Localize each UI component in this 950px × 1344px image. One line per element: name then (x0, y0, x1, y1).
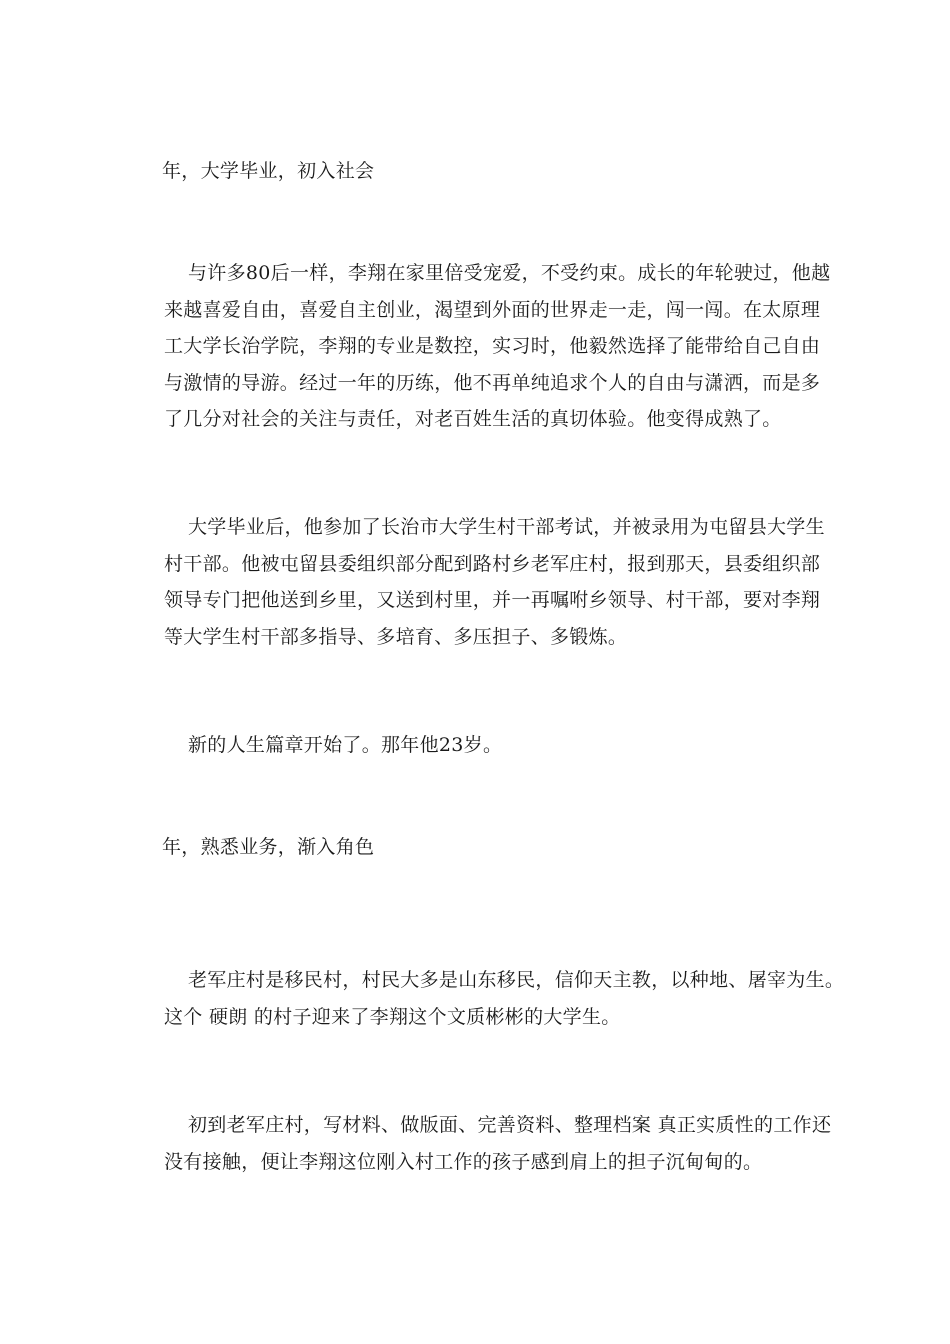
paragraph-line: 与激情的导游。经过一年的历练，他不再单纯追求个人的自由与潇洒，而是多 (164, 371, 821, 394)
paragraph-1 (140, 255, 831, 438)
paragraph-5 (140, 1107, 832, 1180)
paragraph-3 (140, 727, 820, 764)
paragraph-2 (140, 509, 825, 655)
paragraph-4 (140, 962, 845, 1035)
paragraph-line: 领导专门把他送到乡里，又送到村里，并一再嘱咐乡领导、村干部，要对李翔 (164, 589, 821, 611)
section-heading-1 (162, 153, 842, 190)
paragraph-line: 初到老军庄村，写材料、做版面、完善资料、整理档案 真正实质性的工作还 (188, 1114, 832, 1136)
section-heading-2 (162, 829, 842, 866)
paragraph-line: 了几分对社会的关注与责任，对老百姓生活的真切体验。他变得成熟了。 (164, 408, 782, 430)
heading-text: 年，大学毕业，初入社会 (162, 160, 375, 182)
paragraph-line: 来越喜爱自由，喜爱自主创业，渴望到外面的世界走一走，闯一闯。在太原理 (164, 298, 821, 321)
paragraph-line: 村干部。他被屯留县委组织部分配到路村乡老军庄村，报到那天，县委组织部 (164, 552, 821, 575)
paragraph-line: 这个 硬朗 的村子迎来了李翔这个文质彬彬的大学生。 (164, 1005, 621, 1028)
paragraph-line: 等大学生村干部多指导、多培育、多压担子、多锻炼。 (164, 625, 628, 648)
paragraph-line: 工大学长治学院，李翔的专业是数控，实习时，他毅然选择了能带给自己自由 (164, 335, 821, 357)
paragraph-line: 与许多80后一样，李翔在家里倍受宠爱，不受约束。成长的年轮驶过，他越 (188, 262, 831, 284)
paragraph-line: 老军庄村是移民村，村民大多是山东移民，信仰天主教，以种地、屠宰为生。 (188, 969, 845, 991)
heading-text: 年，熟悉业务，渐入角色 (162, 836, 375, 858)
paragraph-line: 没有接触，便让李翔这位刚入村工作的孩子感到肩上的担子沉甸甸的。 (164, 1150, 763, 1173)
paragraph-line: 大学毕业后，他参加了长治市大学生村干部考试，并被录用为屯留县大学生 (188, 516, 825, 538)
paragraph-line: 新的人生篇章开始了。那年他23岁。 (188, 734, 503, 756)
